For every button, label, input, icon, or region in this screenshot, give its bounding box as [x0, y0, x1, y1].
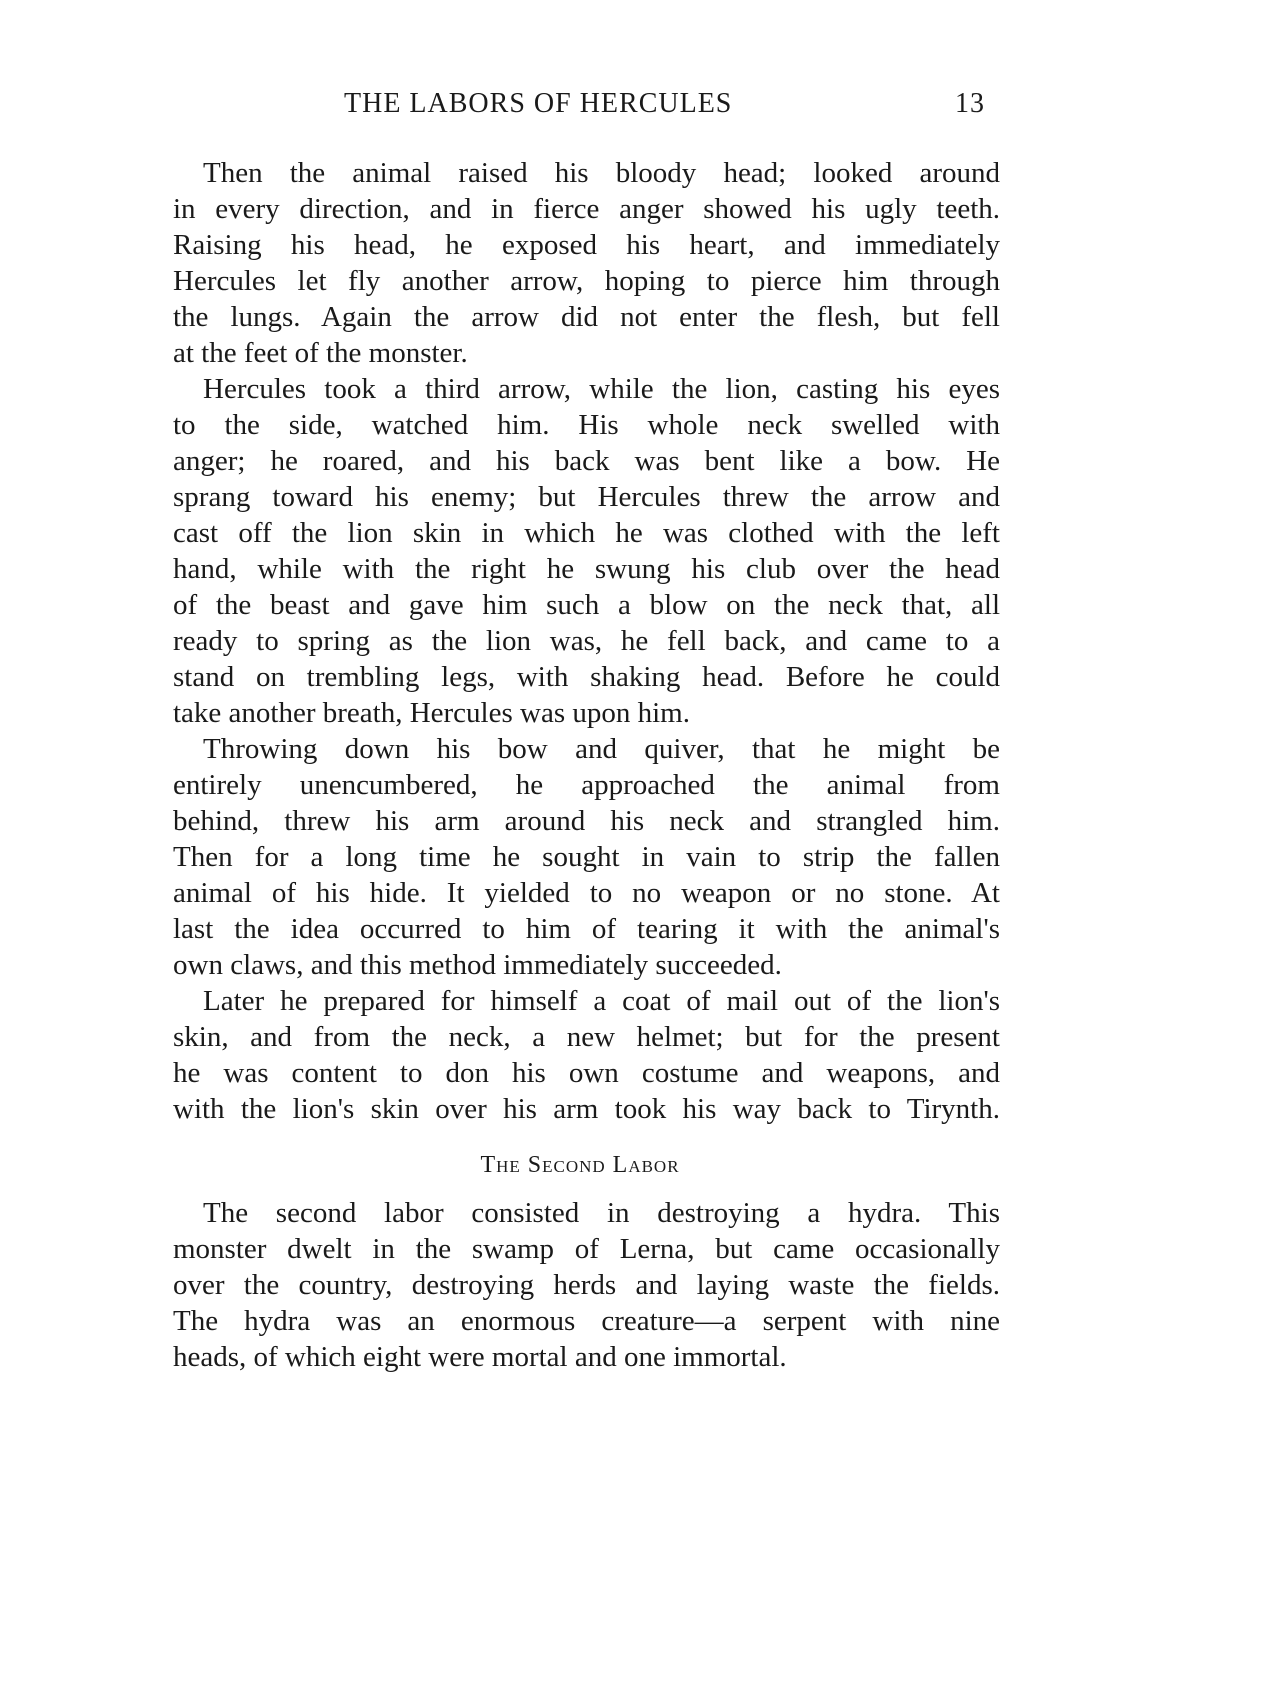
text-line: sprang toward his enemy; but Hercules threw the arrow and — [173, 481, 1000, 513]
text-line: Later he prepared for himself a coat of mail out of the lion's — [203, 985, 1000, 1017]
text-line: over the country, destroying herds and laying waste the fields. — [173, 1269, 1000, 1301]
text-line: Then the animal raised his bloody head; looked around — [203, 157, 1000, 189]
text-line: Raising his head, he exposed his heart, and immediately — [173, 229, 1000, 261]
text-line: Then for a long time he sought in vain to strip the fallen — [173, 841, 1000, 873]
text-line: ready to spring as the lion was, he fell back, and came to a — [173, 625, 1000, 657]
text-line: The second labor consisted in destroying a hydra. This — [203, 1197, 1000, 1229]
text-line: animal of his hide. It yielded to no weapon or no stone. At — [173, 877, 1000, 909]
text-line: entirely unencumbered, he approached the animal from — [173, 769, 1000, 801]
text-line: take another breath, Hercules was upon him. — [173, 697, 690, 729]
section-text — [173, 1195, 1000, 1375]
text-line: he was content to don his own costume and weapons, and — [173, 1057, 1000, 1089]
text-line: monster dwelt in the swamp of Lerna, but came occasionally — [173, 1233, 1000, 1265]
text-line: own claws, and this method immediately succeeded. — [173, 949, 782, 981]
text-line: skin, and from the neck, a new helmet; but for the present — [173, 1021, 1000, 1053]
text-line: Hercules took a third arrow, while the lion, casting his eyes — [203, 373, 1000, 405]
text-line: with the lion's skin over his arm took his way back to Tirynth. — [173, 1093, 1000, 1125]
page-number: 13 — [955, 88, 985, 119]
text-line: Throwing down his bow and quiver, that he might be — [203, 733, 1000, 765]
text-line: The hydra was an enormous creature—a serpent with nine — [173, 1305, 1000, 1337]
body-text — [173, 155, 1000, 1127]
text-line: the lungs. Again the arrow did not enter the flesh, but fell — [173, 301, 1000, 333]
text-line: Hercules let fly another arrow, hoping to pierce him through — [173, 265, 1000, 297]
text-line: to the side, watched him. His whole neck swelled with — [173, 409, 1000, 441]
text-line: heads, of which eight were mortal and one immortal. — [173, 1341, 787, 1373]
text-line: at the feet of the monster. — [173, 337, 468, 369]
text-line: cast off the lion skin in which he was clothed with the left — [173, 517, 1000, 549]
text-line: of the beast and gave him such a blow on the neck that, all — [173, 589, 1000, 621]
text-line: stand on trembling legs, with shaking head. Before he could — [173, 661, 1000, 693]
section-heading: The Second Labor — [480, 1152, 680, 1178]
text-line: last the idea occurred to him of tearing it with the animal's — [173, 913, 1000, 945]
text-line: hand, while with the right he swung his club over the head — [173, 553, 1000, 585]
text-line: in every direction, and in fierce anger showed his ugly teeth. — [173, 193, 1000, 225]
running-header-title: THE LABORS OF HERCULES — [344, 88, 733, 119]
text-line: anger; he roared, and his back was bent like a bow. He — [173, 445, 1000, 477]
text-line: behind, threw his arm around his neck and strangled him. — [173, 805, 1000, 837]
